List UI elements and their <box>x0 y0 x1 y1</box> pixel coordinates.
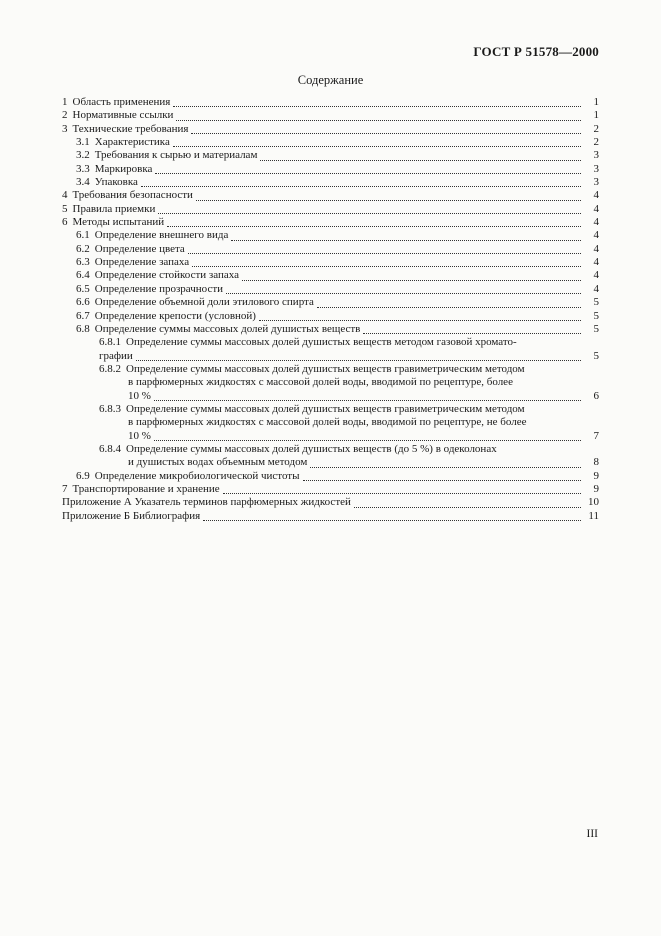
toc-entry-page: 4 <box>593 189 599 202</box>
toc-entry-text: Определение запаха <box>94 256 190 269</box>
toc-entry-text: 10 % <box>128 429 151 442</box>
toc-entry-label <box>76 176 138 189</box>
toc-entry-text: Определение объемной доли этилового спирта <box>94 296 314 309</box>
toc-leader-dots <box>363 332 581 334</box>
toc-entry[interactable] <box>62 456 599 469</box>
toc-entry-number: 6.6 <box>76 296 90 309</box>
toc-leader-dots <box>226 292 581 294</box>
toc-entry-number: 1 <box>62 96 68 108</box>
toc-entry-page: 4 <box>593 202 599 215</box>
toc-entry-label <box>76 256 189 269</box>
toc-entry-label <box>76 310 256 323</box>
toc-entry-page: 4 <box>593 216 599 229</box>
toc-entry-number: 6.8 <box>76 322 90 335</box>
toc-entry-page: 4 <box>593 229 599 242</box>
toc-entry-number: 6.8.4 <box>99 442 121 455</box>
toc-entry-number: 2 <box>62 109 68 122</box>
toc-entry-page: 5 <box>593 309 599 322</box>
toc-leader-dots <box>176 119 581 121</box>
toc-entry-label <box>62 189 193 202</box>
toc-entry-number: 6.7 <box>76 309 90 322</box>
toc-title: Содержание <box>297 73 364 87</box>
toc-entry-number: 4 <box>62 189 68 202</box>
toc-leader-dots <box>310 466 581 468</box>
toc-entry-text: Технические требования <box>72 122 189 135</box>
toc-entry-label <box>99 443 497 456</box>
toc-entry-label <box>128 416 526 429</box>
toc-entry-text: 10 % <box>128 389 151 402</box>
toc-entry-page: 4 <box>593 256 599 269</box>
toc-entry[interactable] <box>62 350 599 363</box>
toc-leader-dots <box>141 185 581 187</box>
toc-entry-page: 5 <box>593 322 599 335</box>
toc-entry-label <box>62 483 220 496</box>
toc-entry-text: Приложение А Указатель терминов парфюмерных жидкостей <box>62 496 351 509</box>
toc-entry-number: 7 <box>62 482 68 495</box>
toc-entry-label <box>76 283 223 296</box>
toc-entry-text: Определение суммы массовых долей душистых веществ <box>94 322 361 335</box>
toc-entry-text: Определение суммы массовых долей душистых веществ (до 5 %) в одеколонах <box>126 442 497 455</box>
toc-entry[interactable] <box>62 403 599 416</box>
toc-entry-label <box>62 123 188 136</box>
toc-entry[interactable] <box>62 496 599 509</box>
toc-entry-number: 3.1 <box>76 136 90 149</box>
toc-leader-dots <box>191 132 581 134</box>
toc-entry-label <box>76 136 170 149</box>
toc-leader-dots <box>158 212 581 214</box>
toc-entry[interactable] <box>62 256 599 269</box>
toc-entry-number: 6.2 <box>76 242 90 255</box>
toc-entry-label <box>99 350 133 363</box>
toc-entry-text: Требования безопасности <box>72 189 193 202</box>
toc-entry-label <box>76 163 152 176</box>
toc-entry-label <box>62 96 170 109</box>
toc-entry-page: 5 <box>593 349 599 362</box>
toc-entry[interactable] <box>62 216 599 229</box>
toc-entry-number: 6.1 <box>76 229 90 242</box>
toc-entry[interactable] <box>62 243 599 256</box>
toc-entry-text: Определение суммы массовых долей душистых веществ гравиметрическим методом <box>126 362 525 375</box>
toc-entry-page: 1 <box>593 96 599 108</box>
toc-entry-text: Определение суммы массовых долей душистых веществ методом газовой хромато- <box>126 336 517 349</box>
toc-entry[interactable] <box>62 416 599 429</box>
toc-leader-dots <box>136 359 581 361</box>
toc-entry-page: 9 <box>593 469 599 482</box>
toc-entry-text: Определение стойкости запаха <box>94 269 239 282</box>
toc-entry-label <box>99 403 525 416</box>
toc-entry-page: 2 <box>593 122 599 135</box>
toc-entry-label <box>62 216 164 229</box>
toc-entry-label <box>76 323 360 336</box>
toc-entry-number: 6.8.2 <box>99 362 121 375</box>
toc-entry-label <box>76 470 300 483</box>
toc-entry-text: в парфюмерных жидкостях с массовой долей воды, вводимой по рецептуре, более <box>128 376 513 389</box>
toc-entry[interactable] <box>62 269 599 282</box>
toc-leader-dots <box>167 225 581 227</box>
toc-entry-text: Правила приемки <box>72 202 156 215</box>
toc-entry-number: 6 <box>62 216 68 229</box>
toc-entry-text: Определение цвета <box>94 242 185 255</box>
toc-entry-page: 4 <box>593 269 599 282</box>
toc-entry-page: 4 <box>593 242 599 255</box>
toc-leader-dots <box>173 105 581 107</box>
toc-leader-dots <box>242 279 581 281</box>
toc-entry-label <box>76 269 239 282</box>
toc-entry[interactable] <box>62 443 599 456</box>
toc-entry[interactable] <box>62 109 599 122</box>
toc-entry-page: 10 <box>588 496 599 509</box>
toc-entry-text: Определение суммы массовых долей душистых веществ гравиметрическим методом <box>126 402 525 415</box>
toc-leader-dots <box>223 492 581 494</box>
toc-entry-text: Область применения <box>72 96 171 108</box>
toc-leader-dots <box>317 306 581 308</box>
toc-entry-number: 3.2 <box>76 149 90 162</box>
toc-entry-number: 6.9 <box>76 469 90 482</box>
toc-entry-text: графии <box>99 349 133 362</box>
toc-leader-dots <box>155 172 581 174</box>
toc-entry-label <box>99 336 517 349</box>
toc-entry-number: 3.4 <box>76 176 90 189</box>
toc-entry-text: Определение крепости (условной) <box>94 309 256 322</box>
toc-leader-dots <box>354 506 581 508</box>
toc-entry-label <box>128 430 151 443</box>
toc-entry[interactable] <box>62 189 599 202</box>
toc-entry-label <box>62 510 200 523</box>
toc-leader-dots <box>173 145 581 147</box>
toc-entry-number: 6.8.3 <box>99 402 121 415</box>
toc-entry-label <box>76 149 257 162</box>
toc-entry-number: 6.4 <box>76 269 90 282</box>
toc-entry-number: 5 <box>62 202 68 215</box>
toc-entry-number: 3 <box>62 122 68 135</box>
toc-entry[interactable] <box>62 363 599 376</box>
toc-entry-page: 4 <box>593 282 599 295</box>
toc-entry-text: Методы испытаний <box>72 216 165 229</box>
toc-entry[interactable] <box>62 229 599 242</box>
toc-entry[interactable] <box>62 136 599 149</box>
toc-leader-dots <box>260 159 581 161</box>
toc-leader-dots <box>154 399 581 401</box>
toc-leader-dots <box>192 265 581 267</box>
toc-entry-number: 6.3 <box>76 256 90 269</box>
toc-entry-label <box>76 229 228 242</box>
toc-entry-label <box>62 109 173 122</box>
toc-entry-label <box>128 390 151 403</box>
toc-entry-page: 6 <box>593 389 599 402</box>
toc-leader-dots <box>196 199 581 201</box>
toc-entry-page: 11 <box>588 509 599 522</box>
toc-leader-dots <box>154 439 581 441</box>
toc-leader-dots <box>259 319 581 321</box>
toc-leader-dots <box>303 479 581 481</box>
toc-entry[interactable] <box>62 149 599 162</box>
toc-entry-text: Транспортирование и хранение <box>72 482 220 495</box>
toc-entry[interactable] <box>62 470 599 483</box>
toc-entry[interactable] <box>62 176 599 189</box>
toc-entry-text: Нормативные ссылки <box>72 109 174 122</box>
toc-entry-label <box>76 243 185 256</box>
toc-entry-text: в парфюмерных жидкостях с массовой долей воды, вводимой по рецептуре, не более <box>128 416 527 429</box>
toc-entry-page: 1 <box>593 109 599 122</box>
toc-entry-label <box>62 496 351 509</box>
toc-entry-page: 3 <box>593 149 599 162</box>
page-number: III <box>586 828 598 840</box>
toc-entry-page: 3 <box>593 162 599 175</box>
toc-entry-label <box>99 363 525 376</box>
toc-entry-page: 9 <box>593 482 599 495</box>
toc-entry-text: Приложение Б Библиография <box>62 509 201 522</box>
table-of-contents <box>62 96 599 523</box>
toc-entry[interactable] <box>62 283 599 296</box>
toc-entry[interactable] <box>62 296 599 309</box>
toc-entry-text: Определение прозрачности <box>94 282 224 295</box>
toc-entry-text: Определение внешнего вида <box>94 229 229 242</box>
toc-entry-number: 6.5 <box>76 282 90 295</box>
toc-entry-page: 3 <box>593 176 599 189</box>
toc-entry[interactable] <box>62 336 599 349</box>
toc-leader-dots <box>231 239 581 241</box>
toc-entry-text: Упаковка <box>94 176 138 189</box>
toc-entry-number: 3.3 <box>76 162 90 175</box>
toc-entry-page: 5 <box>593 296 599 309</box>
toc-entry-text: и душистых водах объемным методом <box>128 456 308 469</box>
document-code: ГОСТ Р 51578—2000 <box>473 44 599 59</box>
toc-entry-text: Характеристика <box>94 136 170 149</box>
toc-entry[interactable] <box>62 310 599 323</box>
toc-entry-page: 7 <box>593 429 599 442</box>
toc-entry[interactable] <box>62 390 599 403</box>
toc-entry-label <box>62 203 155 216</box>
toc-entry-label <box>128 376 513 389</box>
toc-entry-number: 6.8.1 <box>99 336 121 349</box>
toc-entry[interactable] <box>62 123 599 136</box>
toc-entry-text: Маркировка <box>94 162 153 175</box>
toc-entry[interactable] <box>62 203 599 216</box>
toc-entry[interactable] <box>62 430 599 443</box>
toc-entry[interactable] <box>62 483 599 496</box>
toc-entry[interactable] <box>62 376 599 389</box>
toc-entry-text: Требования к сырью и материалам <box>94 149 258 162</box>
toc-entry-label <box>128 456 307 469</box>
toc-leader-dots <box>203 519 581 521</box>
toc-entry-label <box>76 296 314 309</box>
toc-entry[interactable] <box>62 96 599 109</box>
toc-entry[interactable] <box>62 323 599 336</box>
toc-entry-page: 8 <box>593 456 599 469</box>
toc-entry-text: Определение микробиологической чистоты <box>94 469 300 482</box>
toc-entry[interactable] <box>62 163 599 176</box>
toc-leader-dots <box>188 252 581 254</box>
toc-entry[interactable] <box>62 510 599 523</box>
toc-entry-page: 2 <box>593 136 599 149</box>
